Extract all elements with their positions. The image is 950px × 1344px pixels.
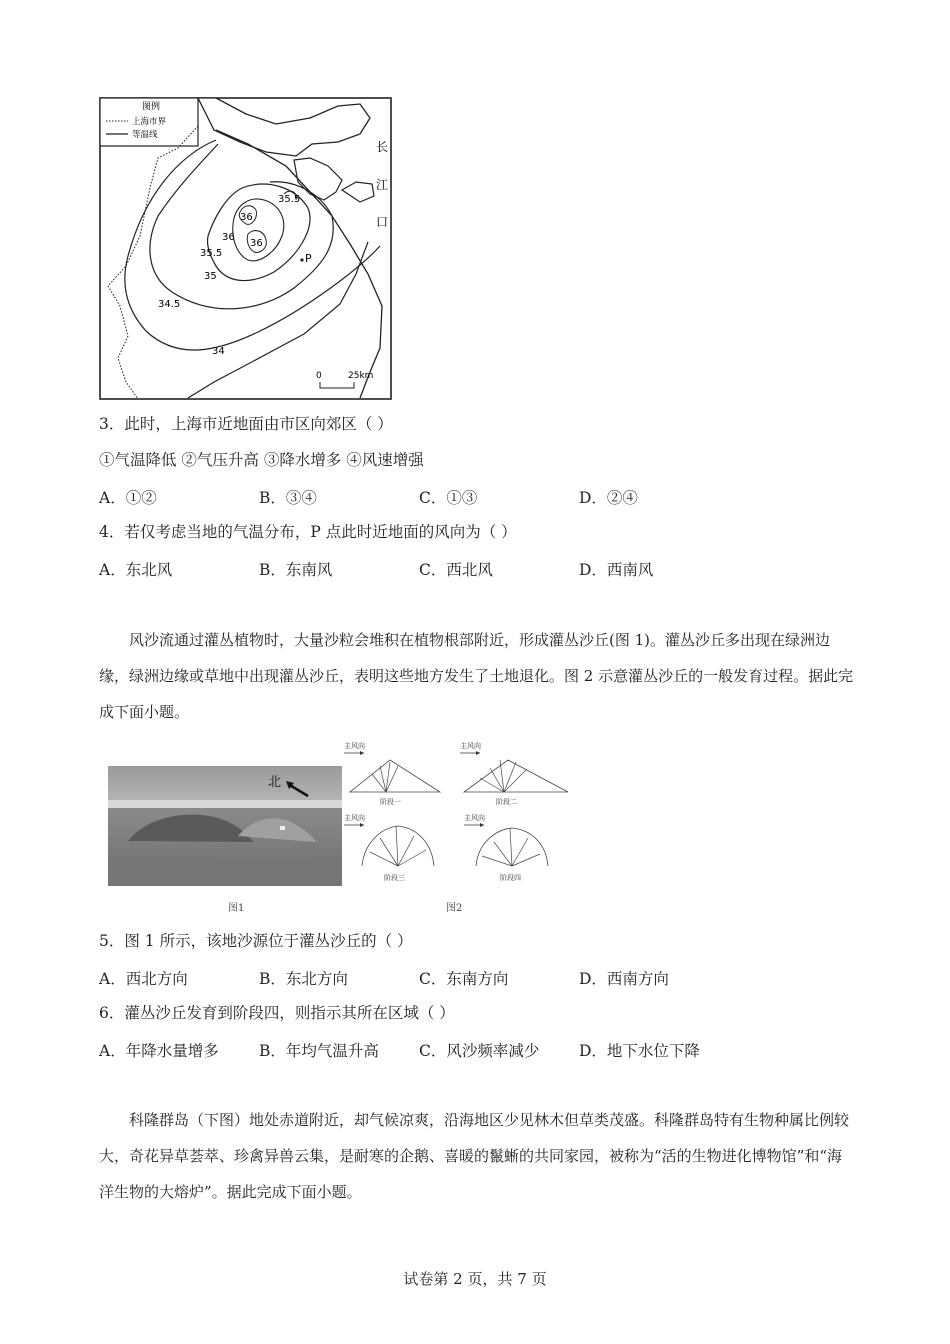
q6-stem: 6．灌丛沙丘发育到阶段四，则指示其所在区域（ ） — [99, 1004, 455, 1022]
q4-option-d: D．西南风 — [579, 561, 654, 579]
q4-option-b: B．东南风 — [259, 561, 333, 579]
point-p-label: P — [305, 252, 312, 265]
q5-option-b: B．东北方向 — [259, 970, 348, 988]
page-footer: 试卷第 2 页，共 7 页 — [403, 1270, 547, 1288]
stage-2-label: 阶段二 — [496, 798, 517, 806]
q4-option-c: C．西北风 — [419, 561, 493, 579]
isotherm-label: 35.5 — [278, 194, 301, 205]
q6-option-b: B．年均气温升高 — [259, 1042, 379, 1060]
q5-option-c: C．东南方向 — [419, 970, 509, 988]
isotherm-label: 35 — [204, 271, 217, 282]
q6-option-c: C．风沙频率减少 — [419, 1042, 540, 1060]
isotherm-label: 34 — [212, 346, 225, 357]
q3-option-c: C．①③ — [419, 489, 478, 507]
wind-label: 主风向 — [344, 814, 365, 822]
q5-option-d: D．西南方向 — [579, 970, 669, 988]
wind-label: 主风向 — [460, 742, 481, 750]
scale-zero: 0 — [316, 371, 322, 381]
figure-1-photo — [108, 766, 342, 886]
isotherm-label: 35.5 — [200, 248, 223, 259]
passage-dunes: 风沙流通过灌丛植物时，大量沙粒会堆积在植物根部附近，形成灌丛沙丘(图 1)。灌丛沙丘多出现在绿洲边缘，绿洲边缘或草地中出现灌丛沙丘，表明这些地方发生了土地退化。图 2 示意灌丛沙丘的一般发育过程。据此完成下面小题。 — [99, 631, 854, 721]
passage-galapagos: 科隆群岛（下图）地处赤道附近，却气候凉爽，沿海地区少见林木但草类茂盛。科隆群岛特有生物种属比例较大，奇花异草荟萃、珍禽异兽云集，是耐寒的企鹅、喜暖的鬣蜥的共同家园，被称为“活的生物进化博物馆”和“海洋生物的大熔炉”。据此完成下面小题。 — [99, 1111, 850, 1201]
map-legend — [100, 98, 198, 146]
isotherm-label: 34.5 — [158, 299, 181, 310]
river-label-2: 江 — [376, 178, 389, 192]
q3-option-b: B．③④ — [259, 489, 317, 507]
q6-option-d: D．地下水位下降 — [579, 1042, 700, 1060]
wind-label: 主风向 — [344, 742, 365, 750]
figure-1-caption: 图1 — [228, 903, 245, 914]
q3-option-d: D．②④ — [579, 489, 638, 507]
figure-2-diagram — [340, 740, 580, 890]
q5-stem: 5．图 1 所示，该地沙源位于灌丛沙丘的（ ） — [99, 932, 413, 950]
legend-isotherm-label: 等温线 — [132, 130, 158, 140]
river-label-1: 长 — [376, 140, 389, 154]
legend-title: 图例 — [142, 102, 161, 112]
river-label-3: 口 — [376, 215, 389, 229]
isotherm-label: 36 — [240, 212, 253, 223]
q3-choices: ①气温降低 ②气压升高 ③降水增多 ④风速增强 — [99, 451, 424, 469]
stage-1-label: 阶段一 — [380, 798, 401, 806]
shanghai-isotherm-map — [98, 96, 394, 402]
scale-distance: 25km — [348, 371, 374, 381]
q5-option-a: A．西北方向 — [99, 970, 188, 988]
q3-option-a: A．①② — [99, 489, 157, 507]
isotherm-label: 36 — [222, 232, 235, 243]
stage-4-label: 阶段四 — [500, 874, 521, 882]
q4-option-a: A．东北风 — [99, 561, 173, 579]
isotherm-label: 36 — [250, 238, 263, 249]
north-label: 北 — [268, 775, 282, 790]
figure-2-caption: 图2 — [446, 903, 463, 914]
q6-option-a: A．年降水量增多 — [99, 1042, 219, 1060]
q4-stem: 4．若仅考虑当地的气温分布，P 点此时近地面的风向为（ ） — [99, 523, 517, 541]
stage-3-label: 阶段三 — [384, 874, 405, 882]
q3-stem: 3．此时，上海市近地面由市区向郊区（ ） — [99, 415, 393, 433]
legend-boundary-label: 上海市界 — [132, 117, 167, 127]
wind-label: 主风向 — [464, 814, 485, 822]
